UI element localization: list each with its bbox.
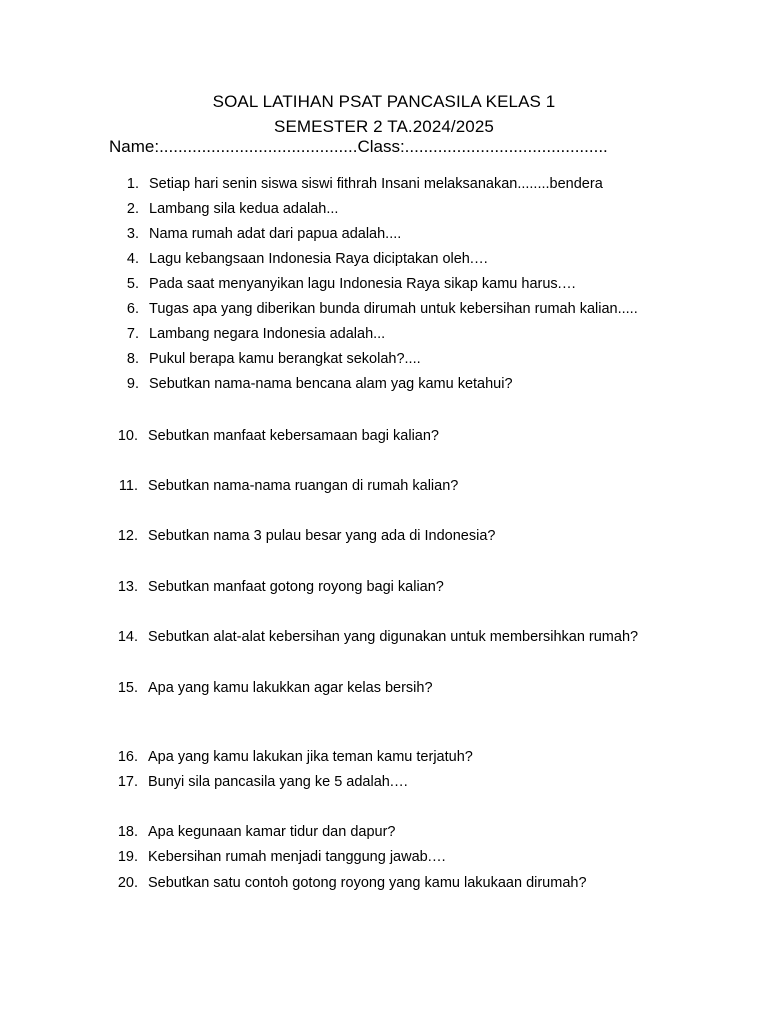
question-number: 1. bbox=[126, 176, 139, 192]
question-number: 14. bbox=[117, 629, 138, 645]
question-text: Lambang negara Indonesia adalah... bbox=[149, 326, 386, 342]
question-text: Sebutkan satu contoh gotong royong yang kamu lakukaan dirumah? bbox=[148, 875, 587, 891]
question-text: Sebutkan nama-nama ruangan di rumah kalian? bbox=[148, 478, 459, 494]
name-class-line: Name:..........................................Class:........................................... bbox=[109, 137, 608, 156]
question-text: Pada saat menyanyikan lagu Indonesia Raya sikap kamu harus.… bbox=[149, 276, 577, 292]
question-text: Apa yang kamu lakukan jika teman kamu terjatuh? bbox=[148, 749, 473, 765]
document-title: SOAL LATIHAN PSAT PANCASILA KELAS 1 bbox=[212, 92, 556, 111]
question-number: 4. bbox=[126, 251, 139, 267]
question-text: Setiap hari senin siswa siswi fithrah Insani melaksanakan........bendera bbox=[149, 176, 603, 192]
question-number: 11. bbox=[118, 478, 138, 494]
question-number: 9. bbox=[126, 376, 139, 392]
question-text: Kebersihan rumah menjadi tanggung jawab.… bbox=[148, 849, 447, 865]
question-text: Lagu kebangsaan Indonesia Raya diciptakan oleh.… bbox=[149, 251, 489, 267]
question-number: 15. bbox=[117, 680, 138, 696]
question-text: Tugas apa yang diberikan bunda dirumah untuk kebersihan rumah kalian..... bbox=[149, 301, 638, 317]
question-text: Apa kegunaan kamar tidur dan dapur? bbox=[148, 824, 396, 840]
question-number: 6. bbox=[126, 301, 139, 317]
question-number: 5. bbox=[126, 276, 139, 292]
question-number: 10. bbox=[117, 428, 138, 444]
question-number: 20. bbox=[117, 875, 138, 891]
question-number: 7. bbox=[126, 326, 139, 342]
question-text: Bunyi sila pancasila yang ke 5 adalah.… bbox=[148, 774, 409, 790]
question-number: 8. bbox=[126, 351, 139, 367]
question-text: Sebutkan nama-nama bencana alam yag kamu ketahui? bbox=[149, 376, 513, 392]
question-text: Sebutkan alat-alat kebersihan yang digunakan untuk membersihkan rumah? bbox=[148, 629, 639, 645]
document-subtitle: SEMESTER 2 TA.2024/2025 bbox=[274, 117, 494, 136]
question-number: 2. bbox=[126, 201, 139, 217]
question-number: 3. bbox=[126, 226, 139, 242]
question-text: Apa yang kamu lakukkan agar kelas bersih? bbox=[148, 680, 433, 696]
question-text: Pukul berapa kamu berangkat sekolah?.... bbox=[149, 351, 421, 367]
question-number: 13. bbox=[117, 579, 138, 595]
question-text: Lambang sila kedua adalah... bbox=[149, 201, 339, 217]
question-text: Sebutkan manfaat gotong royong bagi kalian? bbox=[148, 579, 444, 595]
question-text: Sebutkan nama 3 pulau besar yang ada di Indonesia? bbox=[148, 528, 496, 544]
question-number: 16. bbox=[117, 749, 138, 765]
question-text: Sebutkan manfaat kebersamaan bagi kalian? bbox=[148, 428, 439, 444]
question-text: Nama rumah adat dari papua adalah.... bbox=[149, 226, 402, 242]
question-number: 12. bbox=[117, 528, 138, 544]
question-number: 17. bbox=[117, 774, 138, 790]
question-number: 18. bbox=[117, 824, 138, 840]
question-number: 19. bbox=[117, 849, 138, 865]
